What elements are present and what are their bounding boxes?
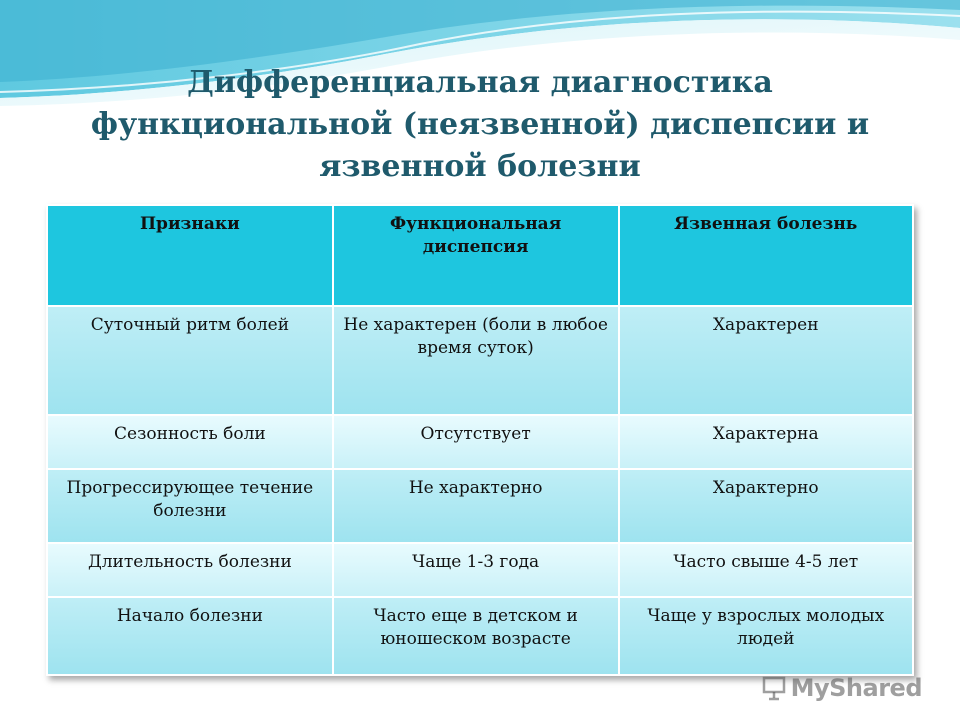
table-cell: Сезонность боли bbox=[47, 415, 333, 469]
table-cell: Характерна bbox=[619, 415, 913, 469]
slide-title: Дифференциальная диагностика функциональной (неязвенной) диспепсии и язвенной болезни bbox=[90, 65, 870, 184]
table-cell: Не характерен (боли в любое время суток) bbox=[333, 306, 619, 415]
table-cell: Суточный ритм болей bbox=[47, 306, 333, 415]
table-cell: Прогрессирующее течение болезни bbox=[47, 469, 333, 543]
table-cell: Часто еще в детском и юношеском возрасте bbox=[333, 597, 619, 675]
header-cell-ulcer-disease: Язвенная болезнь bbox=[619, 205, 913, 306]
projector-screen-icon bbox=[761, 675, 787, 701]
watermark-text: MyShared bbox=[790, 674, 922, 702]
table-row bbox=[47, 306, 913, 415]
comparison-table bbox=[46, 204, 914, 676]
table-row bbox=[47, 543, 913, 597]
table-row bbox=[47, 415, 913, 469]
table-cell: Отсутствует bbox=[333, 415, 619, 469]
table-cell: Часто свыше 4-5 лет bbox=[619, 543, 913, 597]
table-cell: Чаще у взрослых молодых людей bbox=[619, 597, 913, 675]
comparison-table-container bbox=[46, 204, 914, 676]
table-cell: Длительность болезни bbox=[47, 543, 333, 597]
table-row bbox=[47, 597, 913, 675]
table-header-row bbox=[47, 205, 913, 306]
header-cell-signs: Признаки bbox=[47, 205, 333, 306]
table-cell: Чаще 1-3 года bbox=[333, 543, 619, 597]
table-cell: Не характерно bbox=[333, 469, 619, 543]
table-cell: Начало болезни bbox=[47, 597, 333, 675]
table-cell: Характерно bbox=[619, 469, 913, 543]
header-cell-functional-dyspepsia: Функциональная диспепсия bbox=[333, 205, 619, 306]
table-cell: Характерен bbox=[619, 306, 913, 415]
table-row bbox=[47, 469, 913, 543]
watermark bbox=[761, 674, 922, 702]
